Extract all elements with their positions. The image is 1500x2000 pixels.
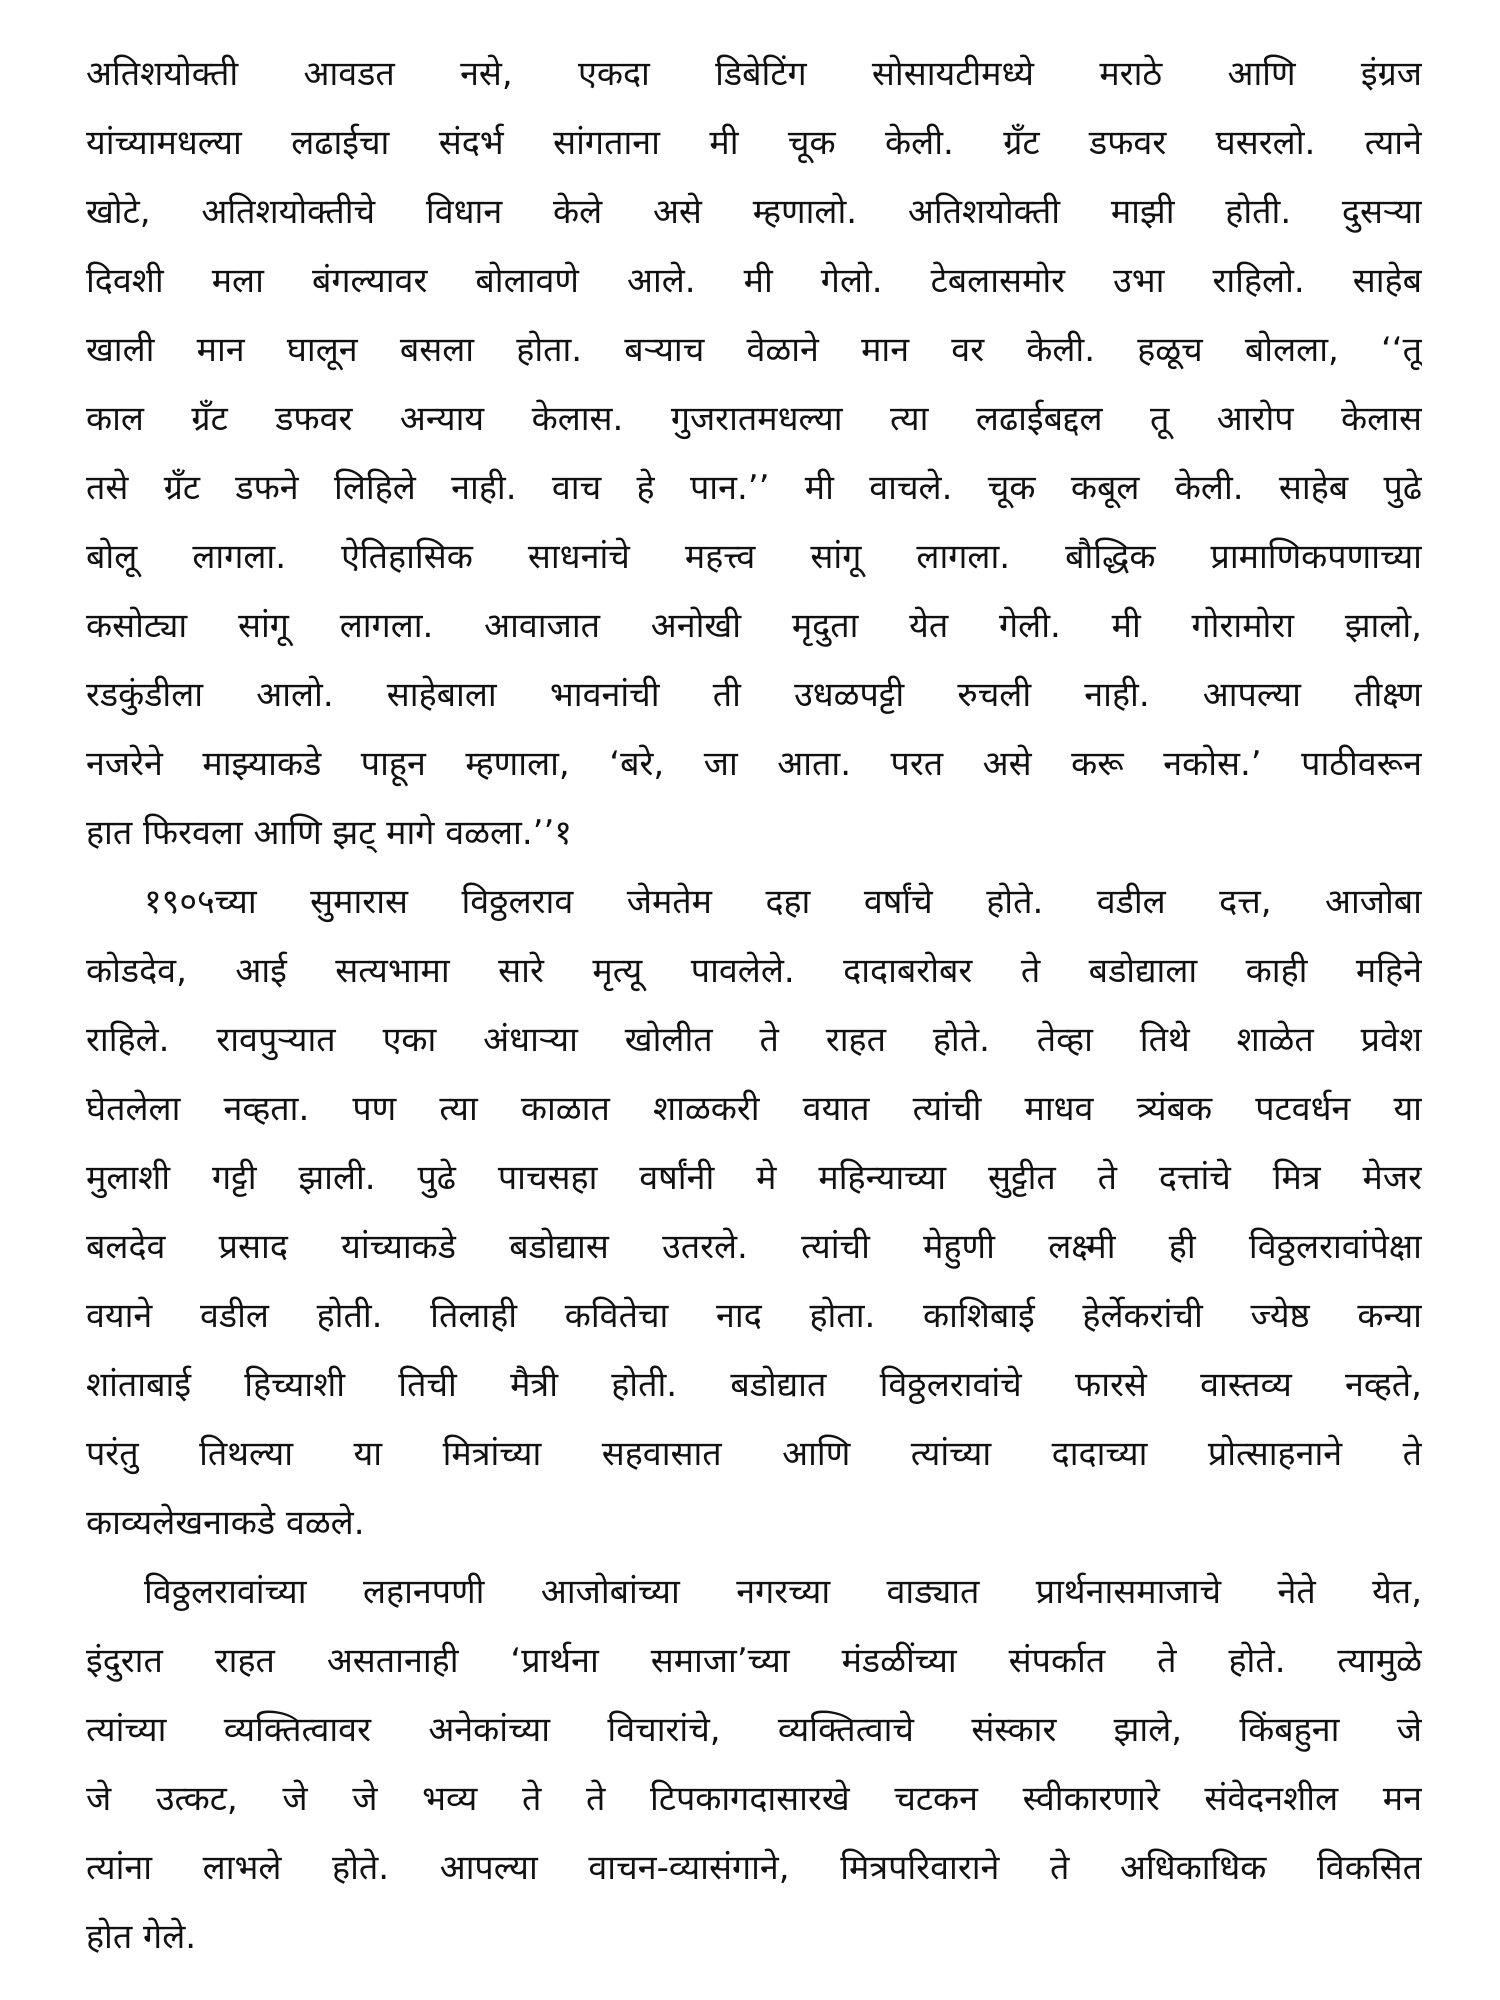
text-line: होत गेले. xyxy=(86,1917,197,1957)
text-line: वयाने वडील होती. तिलाही कवितेचा नाद होता. काशिबाई हेर्लेकरांची ज्येष्ठ कन्या xyxy=(86,1296,1422,1336)
text-line: हात फिरवला आणि झट् मागे वळला.’’१ xyxy=(86,813,572,853)
text-line: रडकुंडीला आलो. साहेबाला भावनांची ती उधळपट्टी रुचली नाही. आपल्या तीक्ष्ण xyxy=(86,675,1422,715)
text-line: त्यांना लाभले होते. आपल्या वाचन-व्यासंगाने, मित्रपरिवाराने ते अधिकाधिक विकसित xyxy=(86,1848,1422,1888)
text-line: शांताबाई हिच्याशी तिची मैत्री होती. बडोद्यात विठ्ठलरावांचे फारसे वास्तव्य नव्हते, xyxy=(86,1365,1422,1405)
text-line: बलदेव प्रसाद यांच्याकडे बडोद्यास उतरले. त्यांची मेहुणी लक्ष्मी ही विठ्ठलरावांपेक्षा xyxy=(86,1227,1422,1267)
text-line: घेतलेला नव्हता. पण त्या काळात शाळकरी वयात त्यांची माधव त्र्यंबक पटवर्धन या xyxy=(86,1089,1422,1129)
text-line: खोटे, अतिशयोक्तीचे विधान केले असे म्हणालो. अतिशयोक्ती माझी होती. दुसऱ्या xyxy=(86,192,1422,232)
text-line: यांच्यामधल्या लढाईचा संदर्भ सांगताना मी चूक केली. ग्रँट डफवर घसरलो. त्याने xyxy=(86,123,1422,163)
text-line: बोलू लागला. ऐतिहासिक साधनांचे महत्त्व सांगू लागला. बौद्धिक प्रामाणिकपणाच्या xyxy=(86,537,1422,577)
text-line: १९०५च्या सुमारास विठ्ठलराव जेमतेम दहा वर्षांचे होते. वडील दत्त, आजोबा xyxy=(144,882,1422,922)
paragraph-2 xyxy=(86,868,1422,1558)
text-line: राहिले. रावपुऱ्यात एका अंधाऱ्या खोलीत ते राहत होते. तेव्हा तिथे शाळेत प्रवेश xyxy=(86,1020,1422,1060)
text-line: अतिशयोक्ती आवडत नसे, एकदा डिबेटिंग सोसायटीमध्ये मराठे आणि इंग्रज xyxy=(86,54,1422,94)
text-line: विठ्ठलरावांच्या लहानपणी आजोबांच्या नगरच्या वाड्यात प्रार्थनासमाजाचे नेते येत, xyxy=(144,1572,1422,1612)
text-line: दिवशी मला बंगल्यावर बोलावणे आले. मी गेलो. टेबलासमोर उभा राहिलो. साहेब xyxy=(86,261,1422,301)
text-line: जे उत्कट, जे जे भव्य ते ते टिपकागदासारखे चटकन स्वीकारणारे संवेदनशील मन xyxy=(86,1779,1422,1819)
text-line: तसे ग्रँट डफने लिहिले नाही. वाच हे पान.’’ मी वाचले. चूक कबूल केली. साहेब पुढे xyxy=(86,468,1422,508)
paragraph-1 xyxy=(86,40,1422,868)
text-line: खाली मान घालून बसला होता. बऱ्याच वेळाने मान वर केली. हळूच बोलला, ‘‘तू xyxy=(86,330,1422,370)
paragraph-3 xyxy=(86,1558,1422,1972)
text-line: मुलाशी गट्टी झाली. पुढे पाचसहा वर्षांनी मे महिन्याच्या सुट्टीत ते दत्तांचे मित्र मेजर xyxy=(86,1158,1422,1198)
text-line: कसोट्या सांगू लागला. आवाजात अनोखी मृदुता येत गेली. मी गोरामोरा झालो, xyxy=(86,606,1422,646)
text-line: परंतु तिथल्या या मित्रांच्या सहवासात आणि त्यांच्या दादाच्या प्रोत्साहनाने ते xyxy=(86,1434,1422,1474)
text-line: नजरेने माझ्याकडे पाहून म्हणाला, ‘बरे, जा आता. परत असे करू नकोस.’ पाठीवरून xyxy=(86,744,1422,784)
text-line: काव्यलेखनाकडे वळले. xyxy=(86,1503,365,1543)
text-line: काल ग्रँट डफवर अन्याय केलास. गुजरातमधल्या त्या लढाईबद्दल तू आरोप केलास xyxy=(86,399,1422,439)
document-page xyxy=(86,40,1422,1972)
text-line: कोडदेव, आई सत्यभामा सारे मृत्यू पावलेले. दादाबरोबर ते बडोद्याला काही महिने xyxy=(86,951,1422,991)
text-line: इंदुरात राहत असतानाही ‘प्रार्थना समाजा’च्या मंडळींच्या संपर्कात ते होते. त्यामुळे xyxy=(86,1641,1422,1681)
text-line: त्यांच्या व्यक्तित्वावर अनेकांच्या विचारांचे, व्यक्तित्वाचे संस्कार झाले, किंबहुना जे xyxy=(86,1710,1422,1750)
